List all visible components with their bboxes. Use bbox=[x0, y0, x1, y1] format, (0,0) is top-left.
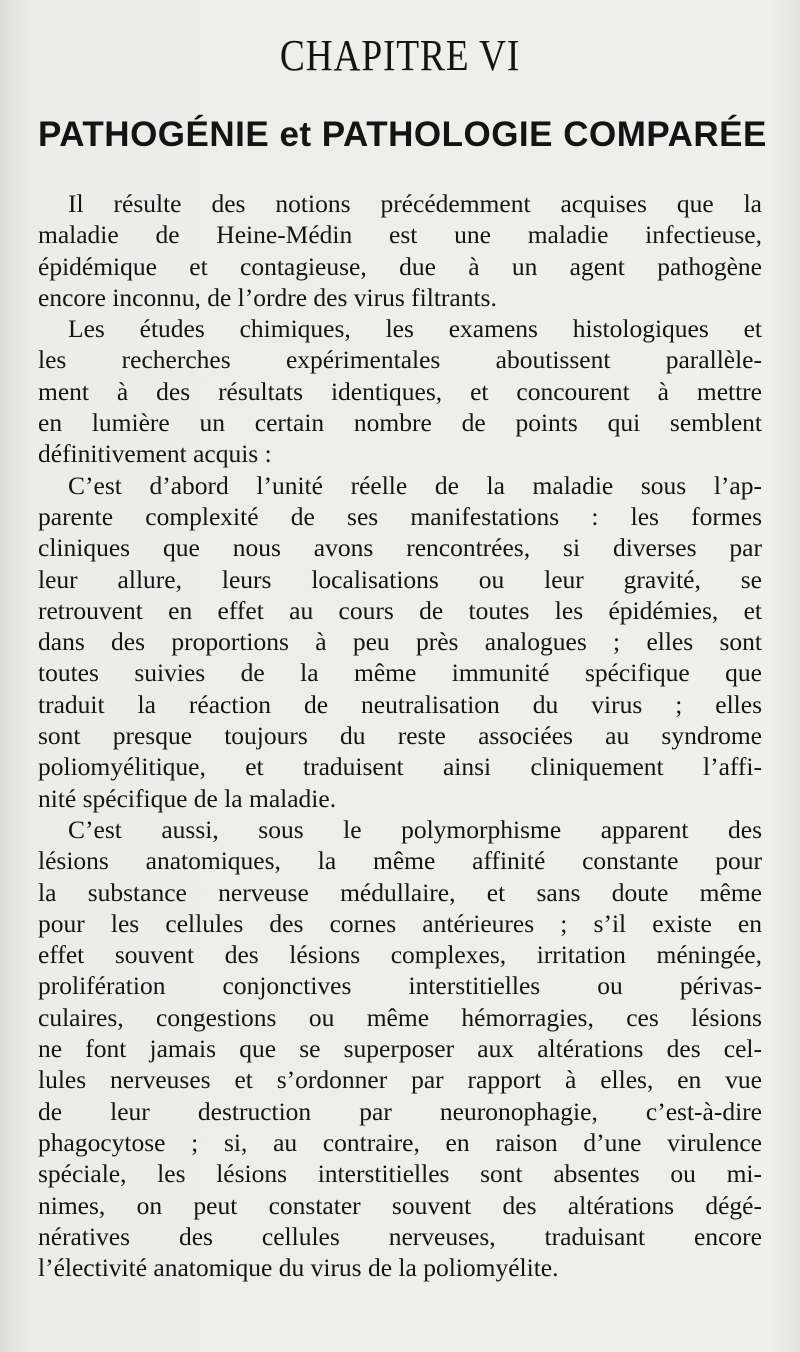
text-line: C’est d’abord l’unité réelle de la maladie sous l’ap- bbox=[68, 470, 762, 500]
text-line: poliomyélitique, et traduisent ainsi cliniquement l’affi- bbox=[38, 752, 762, 782]
text-line: Il résulte des notions précédemment acquises que la bbox=[68, 189, 762, 218]
text-line: Les études chimiques, les examens histologiques et bbox=[68, 314, 762, 344]
text-line: ment à des résultats identiques, et concourent à mettre bbox=[38, 376, 762, 406]
text-line: la substance nerveuse médullaire, et sans doute même bbox=[38, 877, 762, 907]
text-line: l’électivité anatomique du virus de la poliomyélite. bbox=[38, 1253, 559, 1283]
text-line: phagocytose ; si, au contraire, en raison d’une virulence bbox=[38, 1127, 762, 1157]
text-line: traduit la réaction de neutralisation du virus ; elles bbox=[38, 689, 762, 719]
text-line: retrouvent en effet au cours de toutes les épidémies, et bbox=[38, 595, 762, 625]
text-line: définitivement acquis : bbox=[38, 439, 272, 469]
text-line: lules nerveuses et s’ordonner par rapport à elles, en vue bbox=[38, 1065, 762, 1095]
text-line: en lumière un certain nombre de points qui semblent bbox=[38, 408, 762, 438]
text-line: nité spécifique de la maladie. bbox=[38, 783, 337, 813]
text-line: dans des proportions à peu près analogues ; elles sont bbox=[38, 627, 762, 657]
text-line: pour les cellules des cornes antérieures ; s’il existe en bbox=[38, 908, 762, 938]
text-line: culaires, congestions ou même hémorragies, ces lésions bbox=[38, 1002, 762, 1032]
text-line: de leur destruction par neuronophagie, c’est-à-dire bbox=[38, 1096, 762, 1126]
chapter-heading: CHAPITRE VI bbox=[279, 31, 521, 80]
text-line: ne font jamais que se superposer aux altérations des cel- bbox=[38, 1034, 762, 1064]
text-line: épidémique et contagieuse, due à un agent pathogène bbox=[38, 251, 762, 281]
text-line: C’est aussi, sous le polymorphisme apparent des bbox=[68, 814, 762, 844]
text-line: nératives des cellules nerveuses, traduisant encore bbox=[38, 1221, 762, 1251]
text-line: lésions anatomiques, la même affinité constante pour bbox=[38, 846, 762, 876]
body-text bbox=[38, 188, 762, 1283]
text-line: toutes suivies de la même immunité spécifique que bbox=[38, 658, 762, 688]
text-line: effet souvent des lésions complexes, irritation méningée, bbox=[38, 940, 762, 970]
text-line: spéciale, les lésions interstitielles sont absentes ou mi- bbox=[38, 1159, 762, 1189]
chapter-title: PATHOGÉNIE et PATHOLOGIE COMPARÉE bbox=[38, 115, 767, 154]
text-line: maladie de Heine-Médin est une maladie infectieuse, bbox=[38, 220, 762, 250]
text-line: les recherches expérimentales aboutissent parallèle- bbox=[38, 345, 762, 375]
text-line: cliniques que nous avons rencontrées, si diverses par bbox=[38, 533, 762, 563]
text-line: prolifération conjonctives interstitielles ou périvas- bbox=[38, 971, 762, 1001]
text-line: nimes, on peut constater souvent des altérations dégé- bbox=[38, 1190, 762, 1220]
text-line: leur allure, leurs localisations ou leur gravité, se bbox=[38, 564, 762, 594]
text-line: parente complexité de ses manifestations : les formes bbox=[38, 501, 762, 531]
text-line: encore inconnu, de l’ordre des virus filtrants. bbox=[38, 282, 497, 312]
text-line: sont presque toujours du reste associées au syndrome bbox=[38, 721, 762, 751]
